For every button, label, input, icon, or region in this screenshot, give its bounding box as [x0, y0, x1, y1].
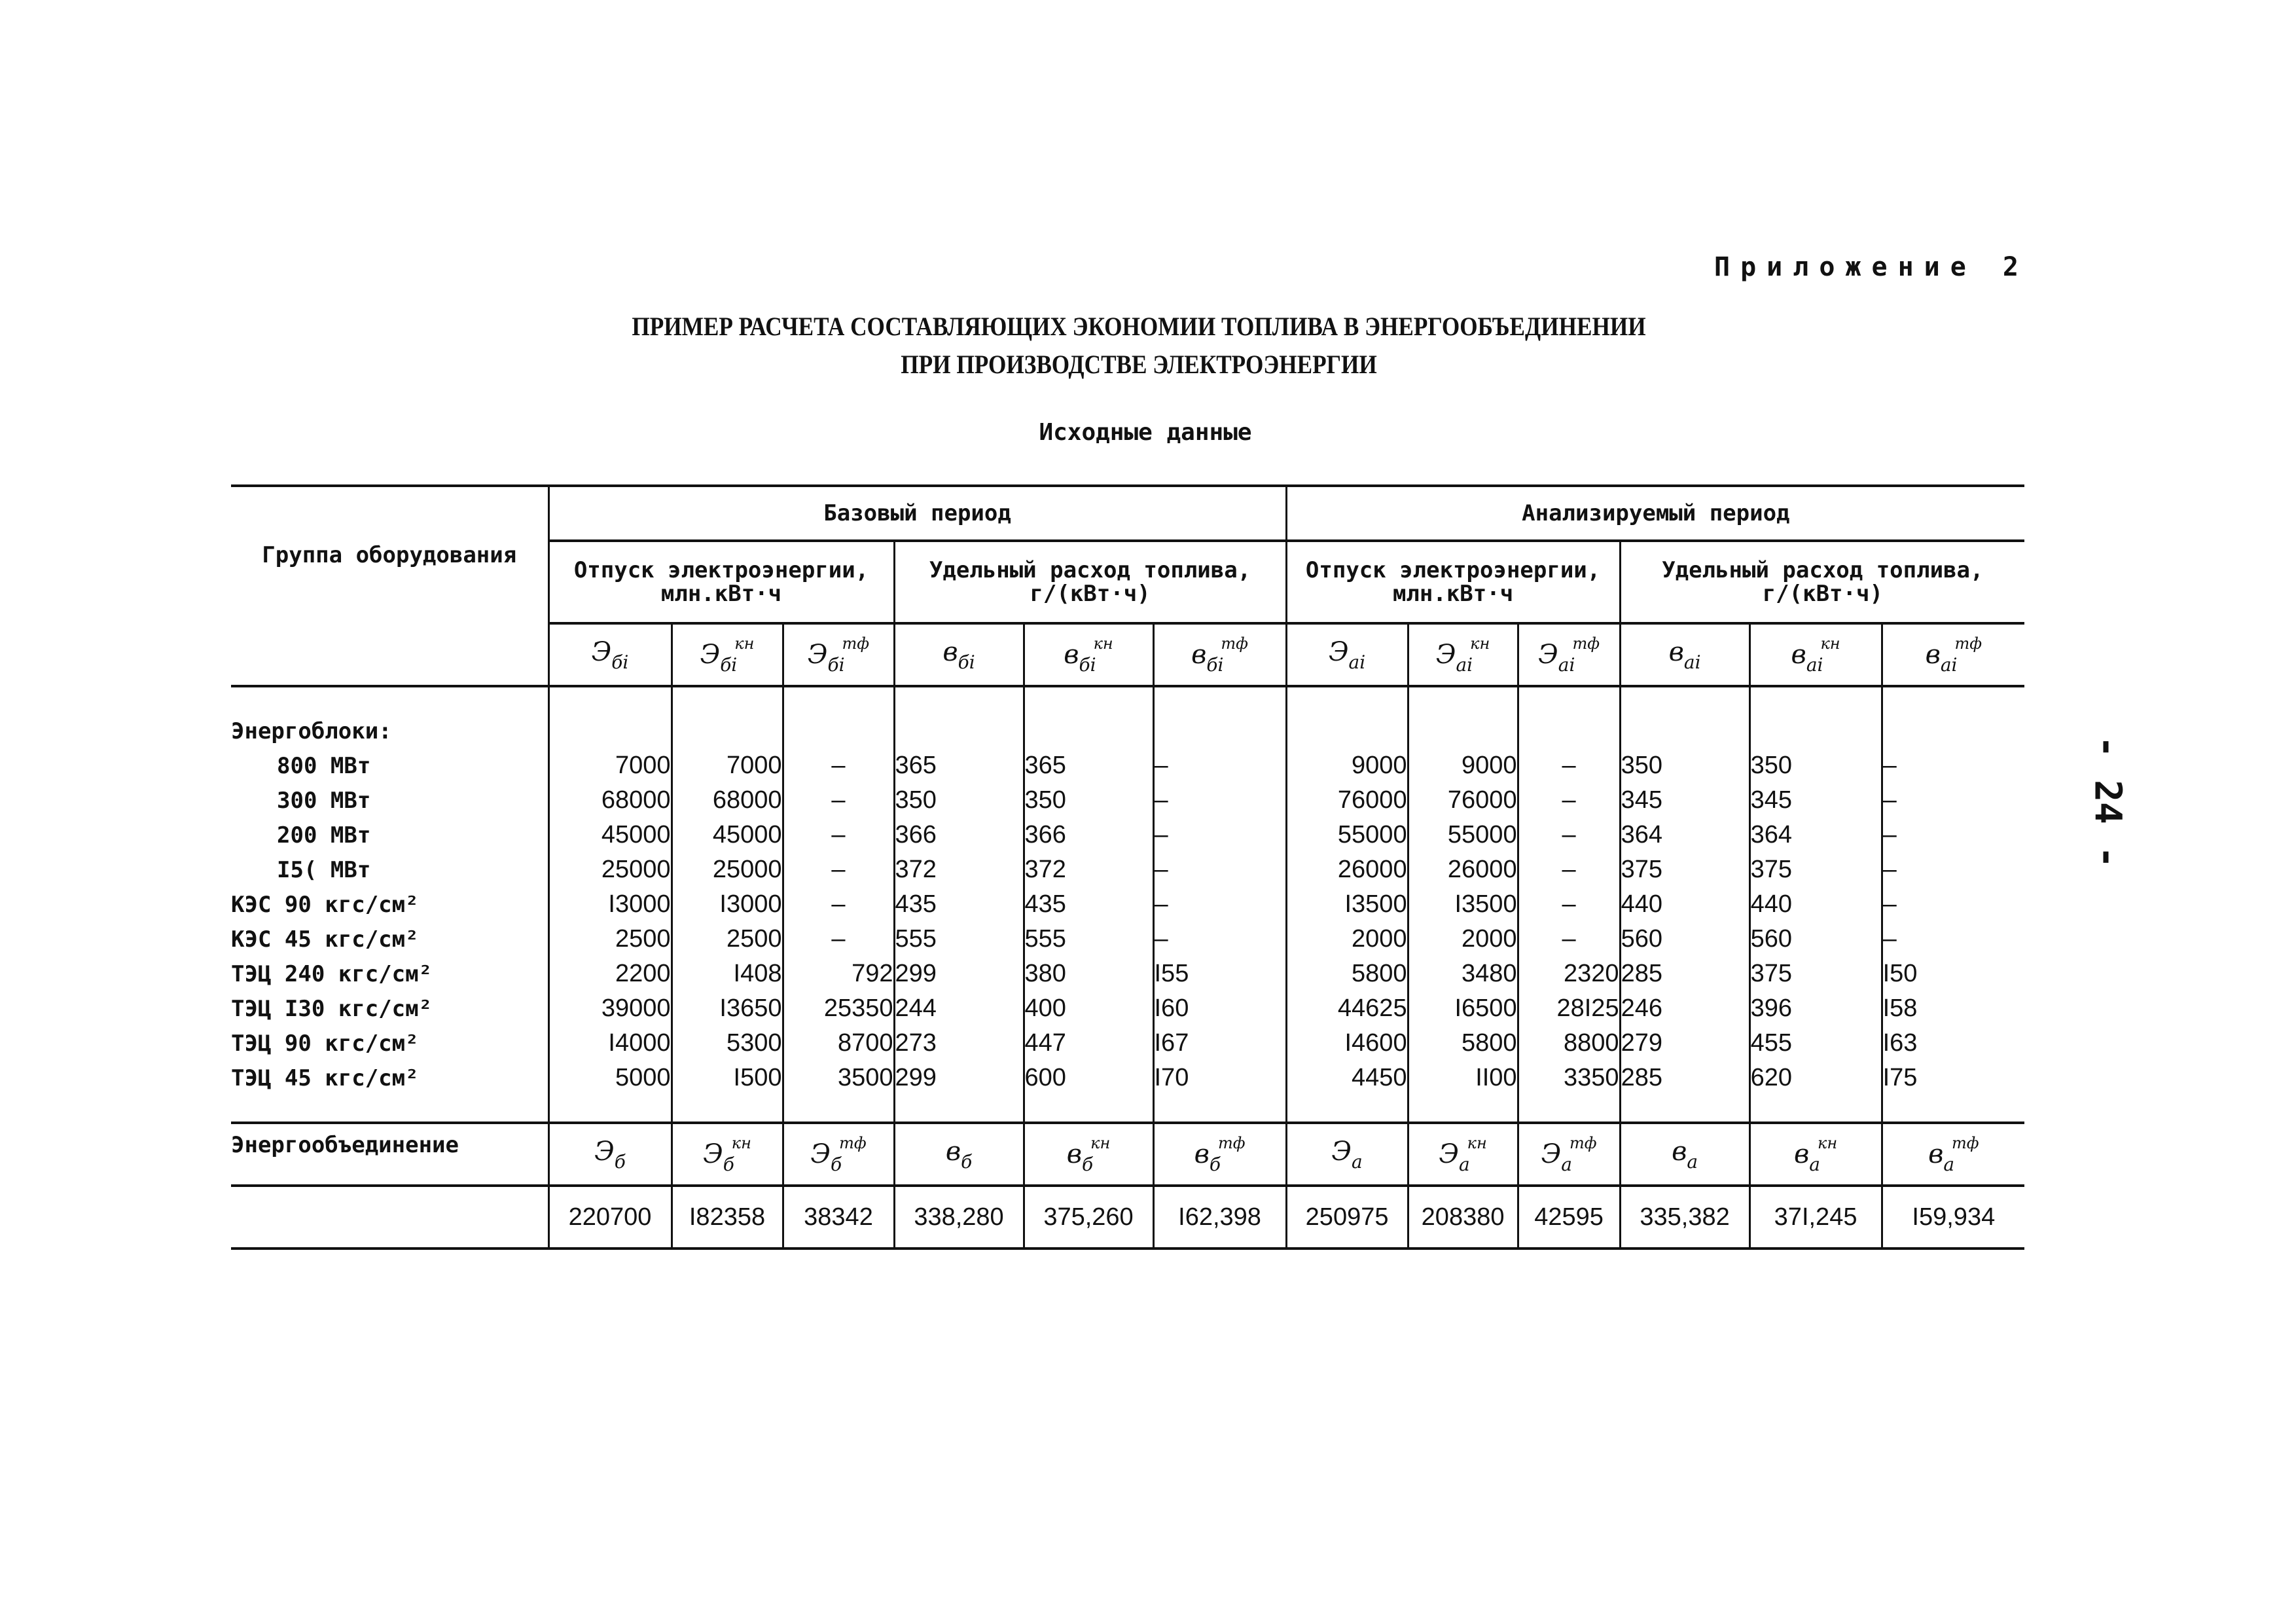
table-cell: I58 [1882, 991, 2024, 1026]
total-symbol: $в_б$ [894, 1123, 1024, 1186]
column-symbol: $Э_{ai}$ [1286, 623, 1408, 686]
table-cell: – [1882, 818, 2024, 852]
table-cell: 792 [783, 957, 894, 991]
table-cell: I55 [1153, 957, 1286, 991]
total-symbol: $Э_б$ [548, 1123, 672, 1186]
base-period-header: Базовый период [548, 486, 1286, 541]
base-output-header: Отпуск электроэнергии, млн.кВт·ч [548, 541, 894, 623]
table-subtitle: Исходные данные [1039, 419, 1252, 446]
table-cell: 375 [1749, 957, 1882, 991]
table-cell: I500 [672, 1061, 783, 1095]
table-cell: 8800 [1518, 1026, 1620, 1061]
table-cell: 364 [1620, 818, 1749, 852]
total-value: I59,934 [1882, 1186, 2024, 1249]
table-cell: – [1518, 748, 1620, 783]
table-cell: 447 [1024, 1026, 1153, 1061]
table-cell: I63 [1882, 1026, 2024, 1061]
table-cell: – [1882, 748, 2024, 783]
row-label: КЭС 90 кгс/см² [231, 891, 419, 918]
table-cell: 44625 [1286, 991, 1408, 1026]
table-cell: – [1153, 783, 1286, 818]
source-data-table [231, 484, 2024, 1250]
table-cell: 7000 [548, 748, 672, 783]
table-row [231, 991, 2024, 1026]
table-cell: 600 [1024, 1061, 1153, 1095]
document-title [598, 308, 1680, 384]
table-cell: – [783, 887, 894, 922]
table-cell: 2200 [548, 957, 672, 991]
row-label: КЭС 45 кгс/см² [231, 926, 419, 953]
table-cell: II00 [1408, 1061, 1518, 1095]
table-cell: 3480 [1408, 957, 1518, 991]
table-cell: 2320 [1518, 957, 1620, 991]
table-cell: 365 [1024, 748, 1153, 783]
total-label: Энергообъединение [231, 1132, 459, 1158]
table-cell: 345 [1749, 783, 1882, 818]
column-symbol: $в_{ai}^{тф}$ [1882, 623, 2024, 686]
total-value: 375,260 [1024, 1186, 1153, 1249]
table-cell: I60 [1153, 991, 1286, 1026]
total-value: 250975 [1286, 1186, 1408, 1249]
table-cell: 350 [894, 783, 1024, 818]
total-symbol: $в_б^{тф}$ [1153, 1123, 1286, 1186]
table-cell: I3650 [672, 991, 783, 1026]
table-cell: 400 [1024, 991, 1153, 1026]
group-header-spacer [231, 623, 548, 686]
table-cell: – [1153, 922, 1286, 957]
table-cell: 2000 [1408, 922, 1518, 957]
row-label: 800 МВт [277, 752, 371, 779]
total-symbol: $в_б^{кн}$ [1024, 1123, 1153, 1186]
row-label: 200 МВт [277, 822, 371, 848]
table-cell: 76000 [1408, 783, 1518, 818]
table-cell: 76000 [1286, 783, 1408, 818]
table-cell: 2000 [1286, 922, 1408, 957]
table-cell: 365 [894, 748, 1024, 783]
table-cell: I408 [672, 957, 783, 991]
table-cell: 555 [894, 922, 1024, 957]
table-cell: 5800 [1286, 957, 1408, 991]
total-symbol: $Э_б^{тф}$ [783, 1123, 894, 1186]
table-cell: I70 [1153, 1061, 1286, 1095]
table-cell: 364 [1749, 818, 1882, 852]
table-row [231, 1026, 2024, 1061]
table-cell: 440 [1620, 887, 1749, 922]
table-cell: 26000 [1408, 852, 1518, 887]
table-cell: 246 [1620, 991, 1749, 1026]
group-header: Группа оборудования [262, 542, 517, 568]
table-cell: 375 [1620, 852, 1749, 887]
table-cell: – [1518, 852, 1620, 887]
table-cell: I4000 [548, 1026, 672, 1061]
table-cell: 350 [1749, 748, 1882, 783]
table-cell: 279 [1620, 1026, 1749, 1061]
table-cell: 435 [894, 887, 1024, 922]
table-cell: – [1153, 818, 1286, 852]
column-symbol: $Э_{бi}^{тф}$ [783, 623, 894, 686]
table-cell: – [1518, 922, 1620, 957]
table-cell: I3000 [548, 887, 672, 922]
row-label: ТЭЦ I30 кгс/см² [231, 995, 433, 1022]
title-line-2: ПРИ ПРОИЗВОДСТВЕ ЭЛЕКТРОЭНЕРГИИ [901, 350, 1377, 379]
total-value: 338,280 [894, 1186, 1024, 1249]
row-label: I5( МВт [277, 856, 371, 883]
table-cell: 285 [1620, 1061, 1749, 1095]
table-row [231, 957, 2024, 991]
table-cell: 45000 [548, 818, 672, 852]
analyzed-fuel-rate-header: Удельный расход топлива, г/(кВт·ч) [1620, 541, 2024, 623]
table-cell: – [1518, 783, 1620, 818]
column-symbol: $Э_{ai}^{тф}$ [1518, 623, 1620, 686]
table-cell: 39000 [548, 991, 672, 1026]
section-label: Энергоблоки: [231, 718, 392, 744]
table-cell: – [783, 922, 894, 957]
table-cell: – [1882, 852, 2024, 887]
table-cell: 299 [894, 957, 1024, 991]
table-cell: – [783, 783, 894, 818]
column-symbol: $Э_{бi}$ [548, 623, 672, 686]
total-value: 37I,245 [1749, 1186, 1882, 1249]
table-cell: 366 [1024, 818, 1153, 852]
table-cell: 396 [1749, 991, 1882, 1026]
table-cell: 28I25 [1518, 991, 1620, 1026]
table-row [231, 783, 2024, 818]
title-line-1: ПРИМЕР РАСЧЕТА СОСТАВЛЯЮЩИХ ЭКОНОМИИ ТОПЛИВА В ЭНЕРГООБЪЕДИНЕНИИ [632, 312, 1646, 341]
table-cell: 555 [1024, 922, 1153, 957]
column-symbol: $в_{ai}$ [1620, 623, 1749, 686]
table-row [231, 748, 2024, 783]
table-cell: 299 [894, 1061, 1024, 1095]
table-cell: 8700 [783, 1026, 894, 1061]
column-symbol: $Э_{бi}^{кн}$ [672, 623, 783, 686]
table-cell: 25000 [548, 852, 672, 887]
table-cell: I3500 [1408, 887, 1518, 922]
table-cell: 9000 [1408, 748, 1518, 783]
appendix-label: Приложение 2 [1714, 252, 2029, 282]
table-cell: 4450 [1286, 1061, 1408, 1095]
table-row [231, 1061, 2024, 1095]
table-cell: 26000 [1286, 852, 1408, 887]
table-row [231, 818, 2024, 852]
table-cell: 45000 [672, 818, 783, 852]
table-cell: 560 [1620, 922, 1749, 957]
column-symbol: $в_{ai}^{кн}$ [1749, 623, 1882, 686]
table-cell: 3350 [1518, 1061, 1620, 1095]
table-cell: 5300 [672, 1026, 783, 1061]
table-cell: 5800 [1408, 1026, 1518, 1061]
table-cell: 244 [894, 991, 1024, 1026]
total-value: 208380 [1408, 1186, 1518, 1249]
table-cell: – [783, 818, 894, 852]
table-cell: I6500 [1408, 991, 1518, 1026]
table-cell: 5000 [548, 1061, 672, 1095]
column-symbol: $Э_{ai}^{кн}$ [1408, 623, 1518, 686]
total-symbol: $Э_a^{тф}$ [1518, 1123, 1620, 1186]
total-value: 38342 [783, 1186, 894, 1249]
table-cell: 455 [1749, 1026, 1882, 1061]
table-cell: – [783, 852, 894, 887]
table-cell: – [1882, 783, 2024, 818]
table-cell: – [1518, 818, 1620, 852]
table-cell: – [1153, 887, 1286, 922]
table-cell: 273 [894, 1026, 1024, 1061]
table-cell: 350 [1620, 748, 1749, 783]
table-cell: 3500 [783, 1061, 894, 1095]
table-cell: 345 [1620, 783, 1749, 818]
table-cell: 620 [1749, 1061, 1882, 1095]
column-symbol: $в_{бi}^{кн}$ [1024, 623, 1153, 686]
table-cell: 285 [1620, 957, 1749, 991]
analyzed-period-header: Анализируемый период [1286, 486, 2024, 541]
total-label-spacer [231, 1186, 548, 1249]
table-cell: – [1518, 887, 1620, 922]
table-cell: – [1153, 748, 1286, 783]
total-value: 335,382 [1620, 1186, 1749, 1249]
table-cell: – [1153, 852, 1286, 887]
total-value: I82358 [672, 1186, 783, 1249]
table-cell: 366 [894, 818, 1024, 852]
table-cell: I50 [1882, 957, 2024, 991]
page-number: - 24 - [2086, 735, 2129, 869]
column-symbol: $в_{бi}$ [894, 623, 1024, 686]
column-symbol: $в_{бi}^{тф}$ [1153, 623, 1286, 686]
table-cell: 560 [1749, 922, 1882, 957]
table-cell: – [783, 748, 894, 783]
table-cell: I67 [1153, 1026, 1286, 1061]
table-cell: 435 [1024, 887, 1153, 922]
table-cell: 372 [894, 852, 1024, 887]
table-cell: 25000 [672, 852, 783, 887]
table-cell: 55000 [1286, 818, 1408, 852]
table-cell: 9000 [1286, 748, 1408, 783]
total-symbol: $в_a$ [1620, 1123, 1749, 1186]
table-cell: 25350 [783, 991, 894, 1026]
table-cell: – [1882, 887, 2024, 922]
total-value: 220700 [548, 1186, 672, 1249]
table-row [231, 887, 2024, 922]
table-cell: 375 [1749, 852, 1882, 887]
total-value: 42595 [1518, 1186, 1620, 1249]
table-cell: 380 [1024, 957, 1153, 991]
table-cell: I4600 [1286, 1026, 1408, 1061]
row-label: ТЭЦ 240 кгс/см² [231, 960, 433, 987]
total-symbol: $в_a^{тф}$ [1882, 1123, 2024, 1186]
table-cell: 7000 [672, 748, 783, 783]
table-cell: 68000 [548, 783, 672, 818]
total-symbol: $Э_a^{кн}$ [1408, 1123, 1518, 1186]
row-label: ТЭЦ 45 кгс/см² [231, 1065, 419, 1091]
table-cell: 68000 [672, 783, 783, 818]
total-symbol: $Э_б^{кн}$ [672, 1123, 783, 1186]
base-fuel-rate-header: Удельный расход топлива, г/(кВт·ч) [894, 541, 1286, 623]
table-cell: 350 [1024, 783, 1153, 818]
analyzed-output-header: Отпуск электроэнергии, млн.кВт·ч [1286, 541, 1620, 623]
table-cell: I3500 [1286, 887, 1408, 922]
table-cell: I3000 [672, 887, 783, 922]
total-symbol: $в_a^{кн}$ [1749, 1123, 1882, 1186]
table-cell: – [1882, 922, 2024, 957]
table-row [231, 852, 2024, 887]
table-cell: 2500 [672, 922, 783, 957]
row-label: ТЭЦ 90 кгс/см² [231, 1030, 419, 1057]
table-cell: I75 [1882, 1061, 2024, 1095]
row-label: 300 МВт [277, 787, 371, 814]
table-cell: 2500 [548, 922, 672, 957]
total-value: I62,398 [1153, 1186, 1286, 1249]
table-cell: 372 [1024, 852, 1153, 887]
table-cell: 55000 [1408, 818, 1518, 852]
total-symbol: $Э_a$ [1286, 1123, 1408, 1186]
table-cell: 440 [1749, 887, 1882, 922]
table-row [231, 922, 2024, 957]
